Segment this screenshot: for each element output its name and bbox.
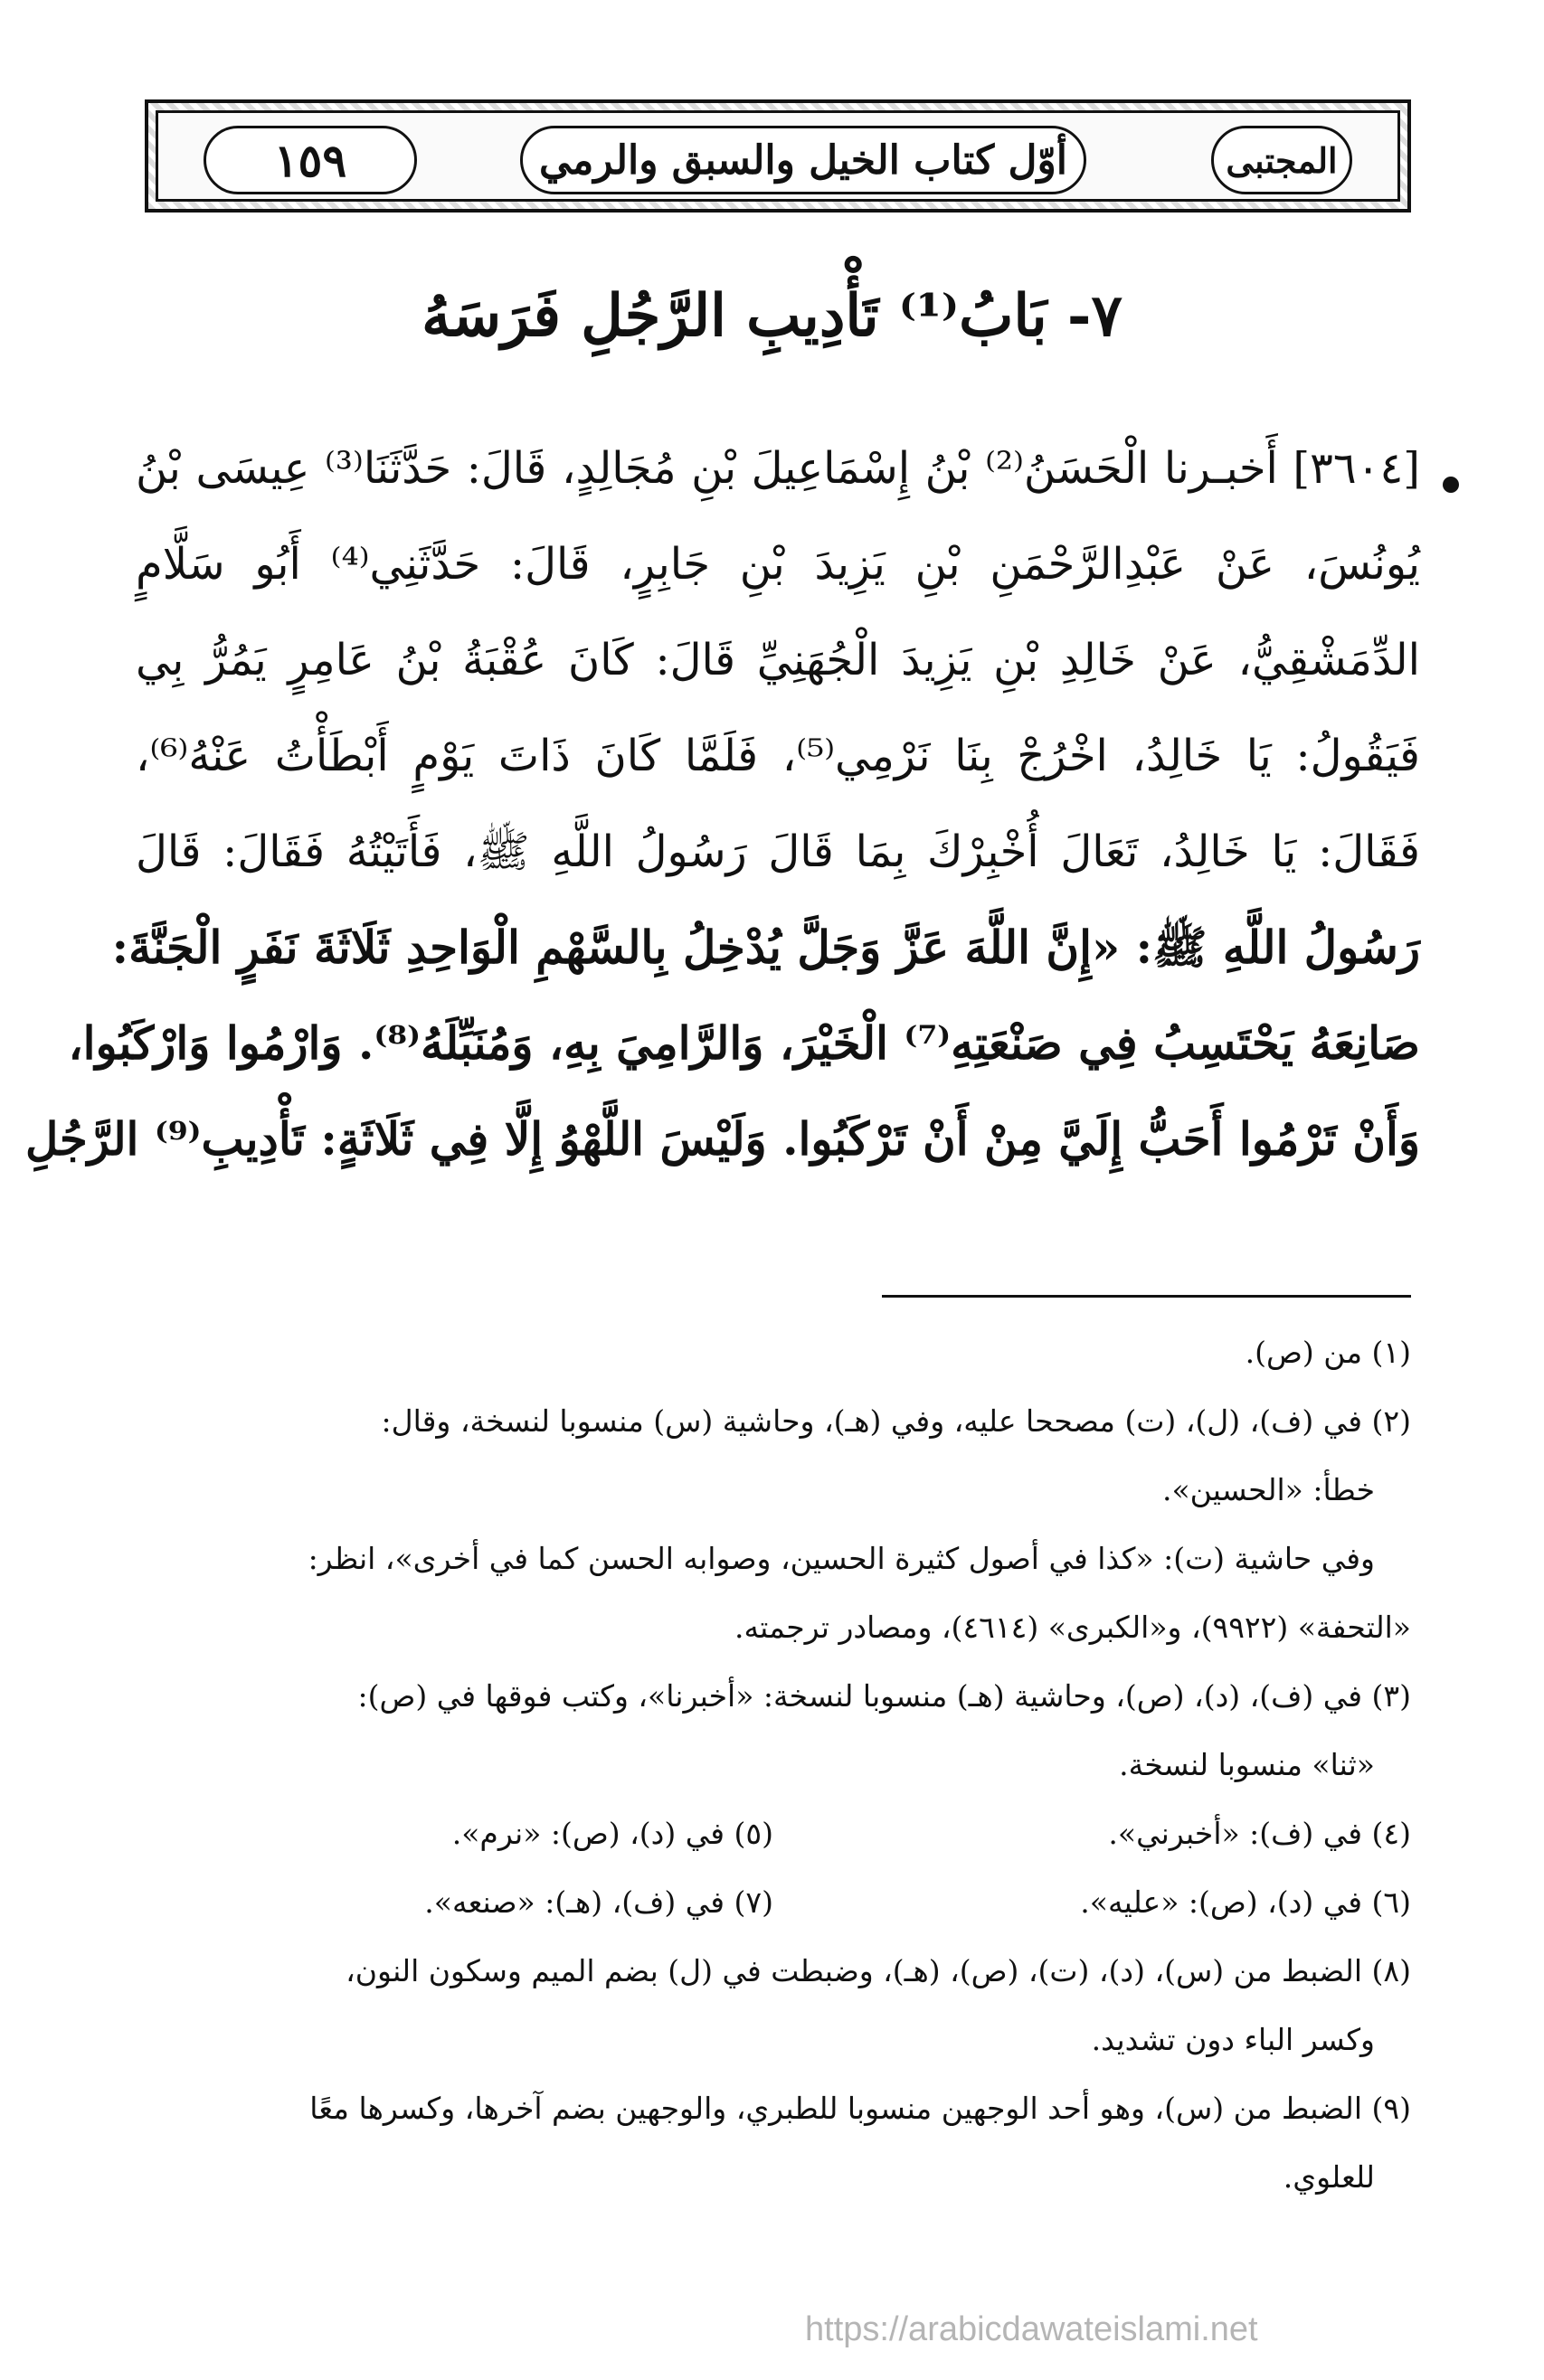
text-line: [٣٦٠٤] أَخبـرنا الْحَسَنُ⁽²⁾ بْنُ إِسْمَاعِيلَ بْنِ مُجَالِدٍ، قَالَ: حَدَّثَنَا⁽³⁾ عِيسَى بْنُ [136, 443, 1420, 494]
hadith-text [24, 420, 1421, 1187]
page-header-banner [145, 99, 1411, 212]
footnote-9-cont: للعلوي. [1283, 2159, 1375, 2195]
section-title: ٧- بَابُ⁽¹⁾ تَأْدِيبِ الرَّجُلِ فَرَسَهُ [422, 282, 1122, 350]
chapter-title-cartouche [520, 126, 1086, 194]
footnote-8: (٨) الضبط من (س)، (د)، (ت)، (ص)، (هـ)، وضبطت في (ل) بضم الميم وسكون النون، [346, 1953, 1411, 1988]
text-line: وَأَنْ تَرْمُوا أَحَبُّ إِلَيَّ مِنْ أَنْ تَرْكَبُوا. وَلَيْسَ اللَّهْوُ إِلَّا فِي ثَلَاثَةٍ: تَأْدِيبِ⁽⁹⁾ الرَّجُلِ [24, 1112, 1420, 1166]
footnote-6: (٦) في (د)، (ص): «عليه». [1080, 1884, 1411, 1920]
footnote-divider [882, 1295, 1411, 1298]
footnote-2-refs: «التحفة» (٩٩٢٢)، و«الكبرى» (٤٦١٤)، ومصادر ترجمته. [734, 1610, 1411, 1645]
footnote-4: (٤) في (ف): «أخبرني». [1108, 1816, 1411, 1851]
text-line: فَقَالَ: يَا خَالِدُ، تَعَالَ أُخْبِرْكَ بِمَا قَالَ رَسُولُ اللَّهِ ﷺ، فَأَتَيْتُهُ فَقَالَ: قَالَ [136, 826, 1420, 877]
footnote-row-4-5 [136, 1806, 1411, 1862]
book-title-cartouche [1211, 126, 1352, 194]
footnote-5: (٥) في (د)، (ص): «نرم». [451, 1816, 773, 1851]
header-inner-frame [156, 110, 1400, 202]
watermark: https://arabicdawateislami.net [805, 2310, 1258, 2348]
footnote-1: (١) من (ص). [1245, 1335, 1411, 1370]
page-number-cartouche [204, 126, 417, 194]
footnote-2-note: وفي حاشية (ت): «كذا في أصول كثيرة الحسين، وصوابه الحسن كما في أخرى»، انظر: [308, 1541, 1375, 1576]
footnote-3-cont: «ثنا» منسوبا لنسخة. [1119, 1747, 1375, 1782]
footnote-2: (٢) في (ف)، (ل)، (ت) مصححا عليه، وفي (هـ)، وحاشية (س) منسوبا لنسخة، وقال: [381, 1403, 1411, 1439]
footnote-2-cont: خطأ: «الحسين». [1161, 1472, 1375, 1507]
book-title: المجتبى [1226, 139, 1338, 181]
page-number: ١٥٩ [273, 133, 347, 187]
text-line: صَانِعَهُ يَحْتَسِبُ فِي صَنْعَتِهِ⁽⁷⁾ الْخَيْرَ، وَالرَّامِيَ بِهِ، وَمُنَبِّلَهُ⁽⁸⁾. وَارْمُوا وَارْكَبُوا، [68, 1016, 1420, 1070]
text-line: الدِّمَشْقِيُّ، عَنْ خَالِدِ بْنِ يَزِيدَ الْجُهَنِيِّ قَالَ: كَانَ عُقْبَةُ بْنُ عَامِرٍ يَمُرُّ بِي [136, 635, 1420, 685]
text-line: فَيَقُولُ: يَا خَالِدُ، اخْرُجْ بِنَا نَرْمِي⁽⁵⁾، فَلَمَّا كَانَ ذَاتَ يَوْمٍ أَبْطَأْتُ عَنْهُ⁽⁶⁾، [136, 731, 1421, 781]
hadith-bullet-icon [1443, 477, 1459, 493]
footnote-row-6-7 [136, 1875, 1411, 1931]
chapter-title: أوّل كتاب الخيل والسبق والرمي [539, 137, 1067, 184]
footnote-7: (٧) في (ف)، (هـ): «صنعه». [424, 1884, 773, 1920]
footnote-8-cont: وكسر الباء دون تشديد. [1091, 2022, 1375, 2057]
footnotes [136, 1325, 1411, 2218]
footnote-9: (٩) الضبط من (س)، وهو أحد الوجهين منسوبا للطبري، والوجهين بضم آخرها، وكسرها معًا [309, 2091, 1411, 2126]
text-line: رَسُولُ اللَّهِ ﷺ: «إِنَّ اللَّهَ عَزَّ وَجَلَّ يُدْخِلُ بِالسَّهْمِ الْوَاحِدِ ثَلَاثَةَ نَفَرٍ الْجَنَّةَ: [111, 921, 1420, 974]
footnote-3: (٣) في (ف)، (د)، (ص)، وحاشية (هـ) منسوبا لنسخة: «أخبرنا»، وكتب فوقها في (ص): [357, 1678, 1411, 1714]
text-line: يُونُسَ، عَنْ عَبْدِالرَّحْمَنِ بْنِ يَزِيدَ بْنِ جَابِرٍ، قَالَ: حَدَّثَنِي⁽⁴⁾ أَبُو سَلَّامٍ [136, 539, 1421, 590]
